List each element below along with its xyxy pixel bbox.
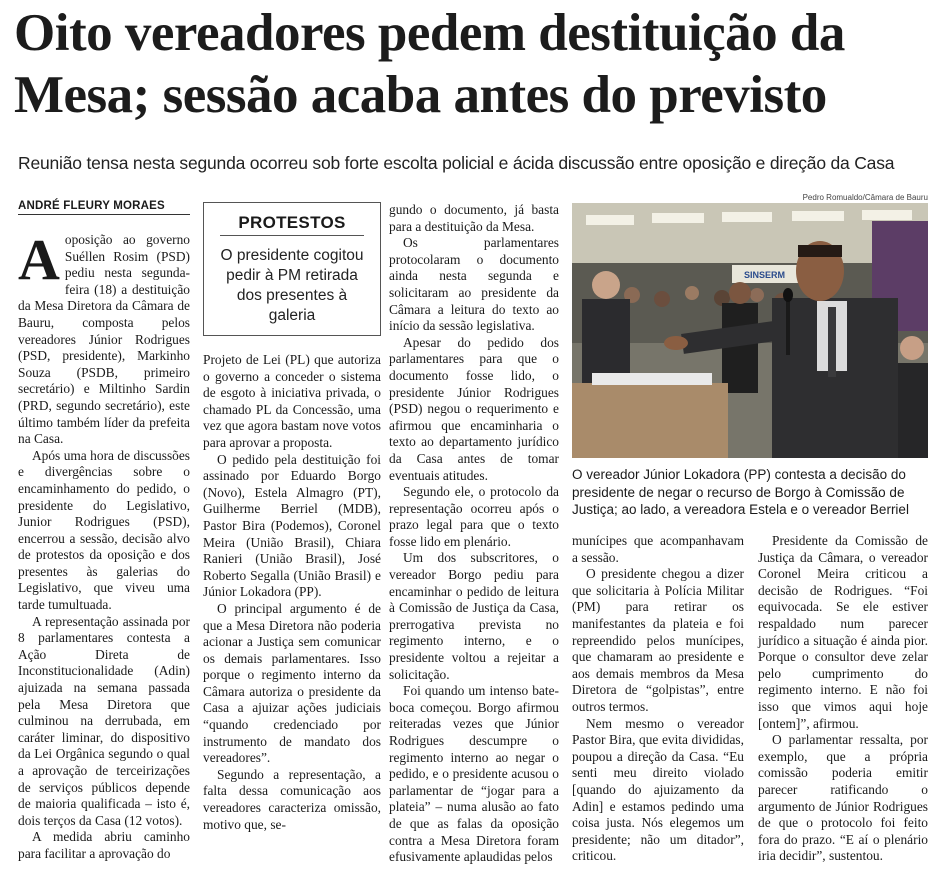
- news-photo: [572, 203, 928, 458]
- photo-illustration: [572, 203, 928, 458]
- paragraph: O pedido pela destituição foi assinado por Eduardo Borgo (Novo), Estela Almagro (PT), Guilherme Berriel (MDB), Pastor Bira (Podemos), Coronel Meira (União Brasil), Chiara Ranieri (União Brasil), José Roberto Segalla (União Brasil) e Júnior Lokadora (PP).: [203, 451, 381, 600]
- headline-line-2: Mesa; sessão acaba antes do previsto: [14, 66, 827, 124]
- photo-credit: Pedro Romualdo/Câmara de Bauru: [802, 193, 928, 202]
- byline: ANDRÉ FLEURY MORAES: [18, 200, 190, 215]
- paragraph: Presidente da Comissão de Justiça da Câmara, o vereador Coronel Meira criticou a decisão de Rodrigues. “Foi equivocada. Se ele estiver respaldado num parecer jurídico a situação é ainda pior. Porque o consultor deve zelar pelo cumprimento do regimento interno. E não foi isso que vimos aqui hoje [ontem]”, afirmou.: [758, 533, 928, 731]
- article-column-2: [203, 352, 381, 833]
- paragraph: Um dos subscritores, o vereador Borgo pediu para encaminhar o pedido de leitura à Comissão de Justiça da Casa, prerrogativa prevista no regimento interno, e o presidente voltou a rejeitar a solicitação.: [389, 550, 559, 682]
- paragraph: A representação assinada por 8 parlamentares contesta a Ação Direta de Inconstitucionalidade (Adin) ajuizada na semana passada pela Mesa Diretora que culminou na derrubada, em caráter liminar, do dispositivo da Lei Orgânica segundo o qual a aprovação de terceirizações de serviços públicos depende de maioria qualificada – isto é, dois terços da Casa (12 votos).: [18, 613, 190, 828]
- paragraph: O parlamentar ressalta, por exemplo, que a própria comissão poderia emitir parecer ratificando o argumento de Júnior Rodrigues de que o protocolo foi feito fora do prazo. “E aí o plenário iria decidir”, sustentou.: [758, 732, 928, 864]
- paragraph: Segundo ele, o protocolo da representação ocorreu após o prazo legal para que o texto fosse lido em plenário.: [389, 484, 559, 549]
- paragraph: Projeto de Lei (PL) que autoriza o governo a conceder o sistema de esgoto à iniciativa privada, o chamado PL da Concessão, uma vez que agora bastam nove votos para aprovar a proposta.: [203, 352, 381, 450]
- paragraph: O presidente chegou a dizer que solicitaria à Polícia Militar (PM) para retirar os manifestantes da plateia e foi repreendido pelos munícipes, que chamaram ao presidente e aos demais membros da Mesa Diretora de “golpistas”, entre outros termos.: [572, 566, 744, 714]
- paragraph: munícipes que acompanhavam a sessão.: [572, 533, 744, 565]
- paragraph: gundo o documento, já basta para a destituição da Mesa.: [389, 202, 559, 234]
- pull-quote-tag: PROTESTOS: [220, 213, 363, 236]
- article-column-1: [18, 227, 190, 863]
- paragraph: Os parlamentares protocolaram o documento ainda nesta segunda e solicitaram ao presidente da Câmara a leitura do texto ao início da sessão legislativa.: [389, 235, 559, 334]
- paragraph: O principal argumento é de que a Mesa Diretora não poderia acionar a Justiça sem comunicar os demais parlamentares. Isso porque o regimento interno da Câmara autoriza o presidente da Casa a ajuizar ações judiciais “quando credenciado por instrumento de mandato dos vereadores”.: [203, 600, 381, 766]
- paragraph-text: oposição ao governo Suéllen Rosim (PSD) pediu nesta segunda-feira (18) a destituição da Mesa Diretora da Câmara de Bauru, composta pelos vereadores Júnior Rodrigues (PSD, presidente), Markinho Souza (PSDB, primeiro secretário) e Miltinho Sardin (PRD, segundo secretário), este último também líder da prefeita na Casa.: [18, 232, 190, 447]
- paragraph: Apesar do pedido dos parlamentares para que o documento fosse lido, o presidente Júnior Rodrigues (PSD) negou o requerimento e afirmou que encaminharia o texto ao departamento jurídico da Casa antes de tomar eventuais atitudes.: [389, 334, 559, 483]
- paragraph: [18, 227, 190, 448]
- subheadline: Reunião tensa nesta segunda ocorreu sob forte escolta policial e ácida discussão entre oposição e direção da Casa: [18, 153, 895, 173]
- article-column-4: [572, 533, 744, 865]
- headline: [14, 2, 934, 126]
- paragraph: Nem mesmo o vereador Pastor Bira, que evita divididas, poupou a direção da Casa. “Eu senti meu direito violado [quando do ajuizamento da Adin] e estamos pedindo uma coisa justa. Nós elegemos um presidente; não um ditador”, criticou.: [572, 715, 744, 864]
- banner-text: SINSERM: [744, 270, 786, 280]
- paragraph: A medida abriu caminho para facilitar a aprovação do: [18, 829, 190, 861]
- pull-quote-text: O presidente cogitou pedir à PM retirada dos presentes à galeria: [220, 247, 364, 324]
- article-column-5: [758, 533, 928, 865]
- photo-caption: O vereador Júnior Lokadora (PP) contesta a decisão do presidente de negar o recurso de Borgo à Comissão de Justiça; ao lado, a vereadora Estela e o vereador Berriel: [572, 467, 909, 517]
- article-column-3: [389, 202, 559, 866]
- headline-line-1: Oito vereadores pedem destituição da: [14, 4, 845, 62]
- pull-quote-box: [203, 202, 381, 336]
- drop-cap: A: [18, 227, 60, 292]
- paragraph: Foi quando um intenso bate-boca começou. Borgo afirmou reiteradas vezes que Júnior Rodrigues descumpre o regimento interno ao negar o pedido, e o presidente acusou o parlamentar de “jogar para a plateia” – numa alusão ao fato de que as falas da oposição contra a Mesa Diretora foram efusivamente aplaudidas pelos: [389, 683, 559, 865]
- paragraph: Após uma hora de discussões e divergências sobre o encaminhamento do pedido, o presidente do Legislativo, Junior Rodrigues (PSD), encerrou a sessão, decisão alvo de protestos da oposição e dos presentes às galerias do Legislativo, que viveu uma tarde tumultuada.: [18, 447, 190, 613]
- paragraph: Segundo a representação, a falta dessa comunicação aos vereadores caracteriza omissão, motivo que, se-: [203, 766, 381, 832]
